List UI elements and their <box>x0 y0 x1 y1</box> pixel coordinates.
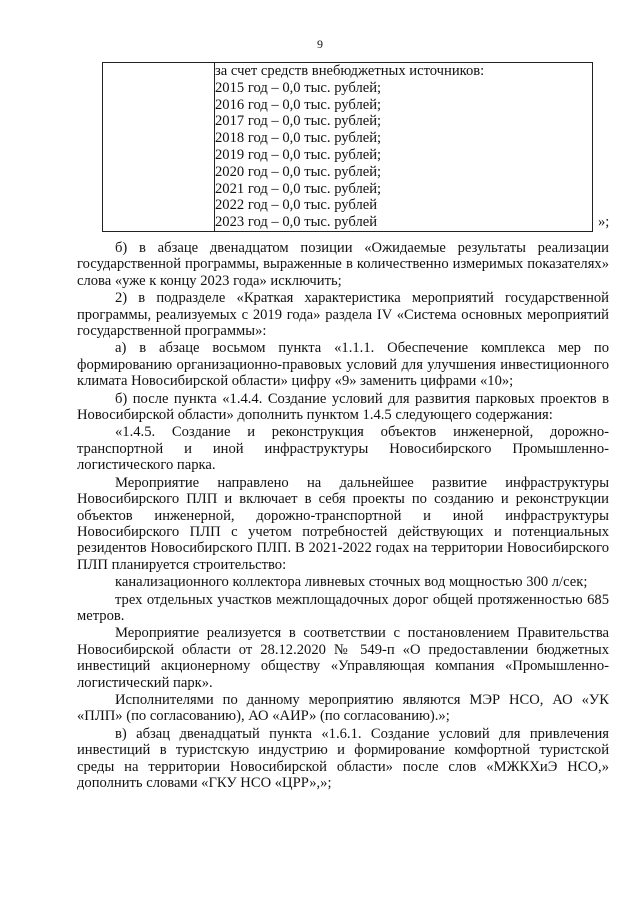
table-cell-funding <box>215 63 593 232</box>
table-line: за счет средств внебюджетных источников: <box>215 63 485 79</box>
paragraph: канализационного коллектора ливневых сточных вод мощностью 300 л/сек; <box>115 574 588 591</box>
table-line: 2019 год – 0,0 тыс. рублей; <box>215 146 382 163</box>
paragraph: Исполнителями по данному мероприятию являются МЭР НСО, АО «УК «ПЛП» (по согласованию), АО «АИР» (по согласованию).»; <box>77 691 609 725</box>
table-line: 2021 год – 0,0 тыс. рублей; <box>215 180 382 197</box>
paragraph: 2) в подразделе «Краткая характеристика мероприятий государственной программы, реализуемых с 2019 года» раздела IV «Система основных мероприятий государственной программы»: <box>77 290 609 340</box>
table-line: 2016 год – 0,0 тыс. рублей; <box>215 96 382 113</box>
table-line: 2020 год – 0,0 тыс. рублей; <box>215 163 382 180</box>
table-line: 2015 год – 0,0 тыс. рублей; <box>215 79 382 96</box>
table-line: 2022 год – 0,0 тыс. рублей <box>215 197 378 214</box>
document-body <box>77 240 609 792</box>
paragraph: трех отдельных участков межплощадочных дорог общей протяженностью 685 метров. <box>77 591 609 624</box>
paragraph: б) после пункта «1.4.4. Создание условий для развития парковых проектов в Новосибирской области» дополнить пунктом 1.4.5 следующего содержания: <box>77 390 609 424</box>
paragraph: б) в абзаце двенадцатом позиции «Ожидаемые результаты реализации государственной программы, выраженные в количественно измеримых показателях» слова «уже к концу 2023 года» исключить; <box>77 240 609 289</box>
funding-table <box>102 62 593 232</box>
paragraph: Мероприятие реализуется в соответствии с постановлением Правительства Новосибирской области от 28.12.2020 № 549-п «О предоставлении бюджетных инвестиций акционерному обществу «Управляющая компания «Промышленно-логистический парк». <box>77 625 609 691</box>
table-closing-quote: »; <box>598 214 610 230</box>
table-row <box>103 63 593 232</box>
paragraph: Мероприятие направлено на дальнейшее развитие инфраструктуры Новосибирского ПЛП и включает в себя проекты по созданию и реконструкции объектов инженерной, дорожно-транспортной и иной инфраструктуры Новосибирского ПЛП с учетом потребностей действующих и потенциальных резидентов Новосибирского ПЛП. В 2021-2022 годах на территории Новосибирского ПЛП планируется строительство: <box>77 474 609 573</box>
table-line: 2018 год – 0,0 тыс. рублей; <box>215 130 382 147</box>
paragraph: «1.4.5. Создание и реконструкция объектов инженерной, дорожно-транспортной и иной инфраструктуры Новосибирского Промышленно-логистического парка. <box>77 424 609 474</box>
table-cell-empty <box>103 63 215 232</box>
paragraph: а) в абзаце восьмом пункта «1.1.1. Обеспечение комплекса мер по формированию организационно-правовых условий для улучшения инвестиционного климата Новосибирской области» цифру «9» заменить цифрами «10»; <box>77 340 609 390</box>
page-number: 9 <box>317 37 323 51</box>
paragraph: в) абзац двенадцатый пункта «1.6.1. Создание условий для привлечения инвестиций в туристскую индустрию и формирование комфортной туристской среды на территории Новосибирской области» после слов «МЖКХиЭ НСО,» дополнить словами «ГКУ НСО «ЦРР»,»; <box>77 725 609 791</box>
table-line: 2017 год – 0,0 тыс. рублей; <box>215 113 382 130</box>
table-line: 2023 год – 0,0 тыс. рублей <box>215 214 378 231</box>
